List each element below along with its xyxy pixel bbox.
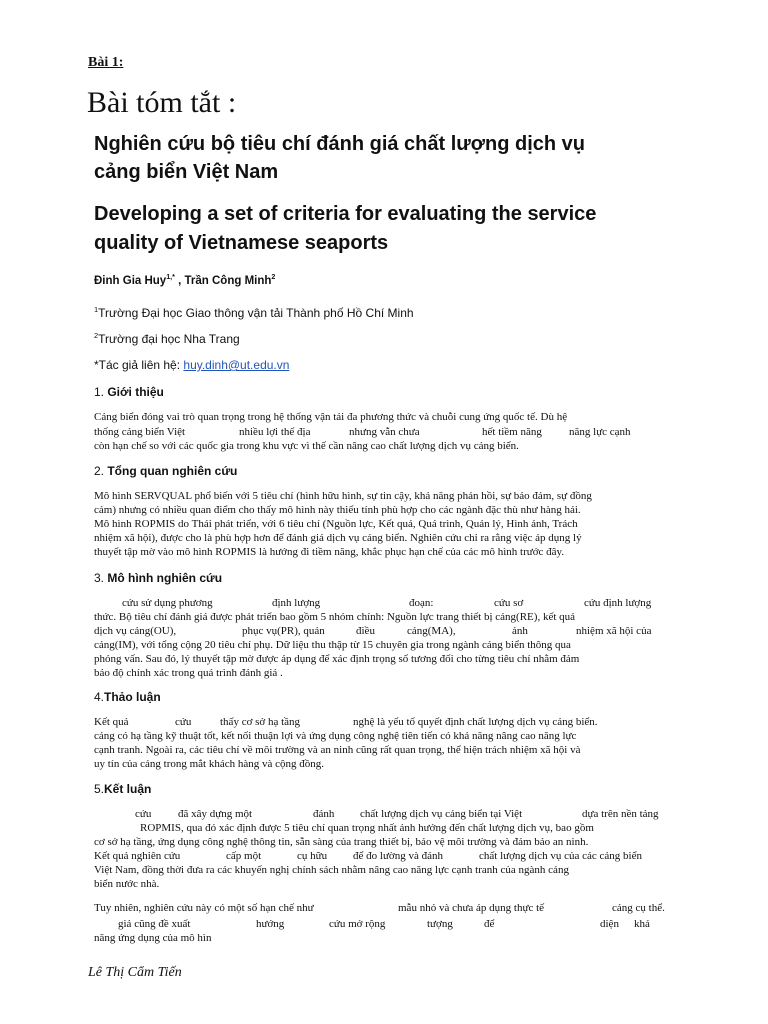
section-3-line-3-fragment-b: phục vụ(PR), quản: [242, 625, 325, 637]
affiliation-2: [94, 332, 240, 346]
section-5-line-1-fragment-e: dựa trên nền tảng: [582, 808, 659, 820]
section-2-line-3: Mô hình ROPMIS do Thái phát triển, với 6 tiêu chí (Nguồn lực, Kết quả, Quá trình, Quản lý, Hình ảnh, Trách: [94, 518, 578, 530]
section-4-number: 4.: [94, 690, 105, 704]
section-3-line-6: bảo độ chính xác trong quá trình đánh giá .: [94, 667, 283, 679]
section-3-line-3-fragment-c: điều: [356, 625, 375, 637]
author-signature: Lê Thị Cẩm Tiến: [88, 965, 182, 980]
section-5-line-3: cơ sở hạ tầng, ứng dụng công nghệ thông tin, sẵn sàng của trang thiết bị, bảo vệ môi trường và đảm bảo an ninh.: [94, 836, 589, 848]
author-2-affiliation-marker: 2: [271, 273, 276, 282]
title-en-line-2: quality of Vietnamese seaports: [94, 232, 389, 254]
section-4-line-4: uy tín của cảng trong mắt khách hàng và cộng đồng.: [94, 758, 325, 770]
section-5-p2-line-1-fragment-b: mẫu nhỏ và chưa áp dụng thực tế: [398, 902, 545, 914]
section-5-p2-line-2-fragment-b: hướng: [256, 918, 285, 930]
section-5-p2-line-2-fragment-f: diện: [600, 918, 619, 930]
section-5-line-4-fragment-b: cấp một: [226, 850, 262, 862]
author-list: [94, 275, 275, 287]
section-5-p2-line-2-fragment-c: cứu mở rộng: [329, 918, 386, 930]
section-3-line-1-fragment-c: đoạn:: [409, 597, 434, 609]
title-vi-line-1: Nghiên cứu bộ tiêu chí đánh giá chất lượng dịch vụ: [94, 133, 585, 155]
section-5-paragraph-2-line-3: năng ứng dụng của mô hìn: [94, 932, 212, 944]
section-4-line-1-fragment-b: cứu: [175, 716, 192, 728]
section-5-p2-line-2-fragment-e: để: [484, 918, 495, 930]
section-5-line-5: Việt Nam, đồng thời đưa ra các khuyến nghị chính sách nhằm nâng cao năng lực cạnh tranh của ngành cảng: [94, 864, 569, 876]
section-4-line-2: cảng có hạ tầng kỹ thuật tốt, kết nối thuận lợi và ứng dụng công nghệ tiên tiến có khả năng nâng cao năng lực: [94, 730, 577, 742]
affiliation-1-text: Trường Đại học Giao thông vận tải Thành phố Hồ Chí Minh: [98, 306, 414, 320]
section-5-line-4-fragment-e: chất lượng dịch vụ của các cảng biển: [479, 850, 642, 862]
section-5-p2-line-2-fragment-g: khả: [634, 918, 650, 930]
section-3-line-2: thức. Bộ tiêu chí đánh giá được phát triển bao gồm 5 nhóm chính: Nguồn lực trang thiết bị cảng(RE), kết quả: [94, 611, 576, 623]
affiliation-1-marker: 1: [94, 305, 99, 314]
section-2-title: Tổng quan nghiên cứu: [104, 464, 238, 478]
section-5-line-2: ROPMIS, qua đó xác định được 5 tiêu chí quan trọng nhất ảnh hưởng đến chất lượng dịch vụ, bao gồm: [140, 822, 594, 834]
section-3-line-3-fragment-f: nhiệm xã hội của: [576, 625, 652, 637]
section-2-line-4: nhiệm xã hội), được cho là phù hợp hơn để đánh giá dịch vụ cảng biển. Nghiên cứu chỉ ra rằng việc áp dụng lý: [94, 532, 582, 544]
section-4-line-1-fragment-d: nghệ là yếu tố quyết định chất lượng dịch vụ cảng biển.: [353, 716, 598, 728]
summary-title: Bài tóm tắt :: [87, 86, 237, 119]
contact-email-link[interactable]: huy.dinh@ut.edu.vn: [183, 358, 290, 372]
section-3-line-3-fragment-e: ảnh: [512, 625, 528, 637]
section-5-line-4: [94, 850, 694, 864]
section-5-p2-line-2-fragment-a: giả cũng đề xuất: [118, 918, 191, 930]
section-5-number: 5.: [94, 782, 105, 796]
section-3-line-1-fragment-a: cứu sử dụng phương: [122, 597, 213, 609]
section-1-line-3: còn hạn chế so với các quốc gia trong khu vực vì thế cần nâng cao chất lượng dịch vụ cảng biển.: [94, 440, 519, 452]
affiliation-1: [94, 306, 414, 320]
section-1-line-2-fragment-c: nhưng vẫn chưa: [349, 426, 420, 438]
section-5-line-1-fragment-c: đánh: [313, 808, 335, 820]
section-1-title: Giới thiệu: [104, 385, 164, 399]
section-2-line-2: cảm) nhưng có nhiều quan điểm cho thấy mô hình này thiếu tính phù hợp cho các ngành đặc thù như hàng hải.: [94, 504, 581, 516]
section-1-line-2-fragment-e: năng lực cạnh: [569, 426, 631, 438]
section-2-line-5: thuyết tập mờ vào mô hình ROPMIS là hướng đi tiềm năng, khắc phục hạn chế của các mô hình trước đây.: [94, 546, 565, 558]
affiliation-2-marker: 2: [94, 331, 99, 340]
author-2-name: Trần Công Minh: [184, 275, 272, 287]
section-3-number: 3.: [94, 571, 105, 585]
section-5-paragraph-2-line-2: [94, 918, 694, 932]
section-3-line-1-fragment-d: cứu sơ: [494, 597, 524, 609]
section-3-line-1-fragment-e: cứu định lượng: [584, 597, 652, 609]
section-1-line-2-fragment-a: thống cảng biển Việt: [94, 426, 186, 438]
section-3-line-1: [94, 597, 694, 611]
section-5-p2-line-2-fragment-d: tượng: [427, 918, 453, 930]
section-4-line-3: cạnh tranh. Ngoài ra, các tiêu chí về môi trường và an ninh cũng rất quan trọng, thể hiện trách nhiệm xã hội và: [94, 744, 581, 756]
section-3-line-5: phỏng vấn. Sau đó, lý thuyết tập mờ được áp dụng để xác định trọng số tương đối cho từng tiêu chí nhằm đảm: [94, 653, 580, 665]
section-5-p2-line-1-fragment-c: cảng cụ thể.: [612, 902, 665, 914]
section-5-paragraph-2-line-1: [94, 902, 694, 916]
section-4-line-1-fragment-c: thấy cơ sở hạ tầng: [220, 716, 301, 728]
section-5-title: Kết luận: [104, 782, 152, 796]
author-separator: ,: [174, 275, 185, 287]
section-5-line-4-fragment-d: để đo lường và đánh: [353, 850, 443, 862]
section-5-line-4-fragment-c: cụ hữu: [297, 850, 328, 862]
section-1-line-2-fragment-b: nhiều lợi thế địa: [239, 426, 311, 438]
section-1-line-2: [94, 426, 674, 440]
section-5-p2-line-1-fragment-a: Tuy nhiên, nghiên cứu này có một số hạn chế như: [94, 902, 314, 914]
section-4-line-1-fragment-a: Kết quả: [94, 716, 129, 728]
title-vi-line-2: cảng biển Việt Nam: [94, 161, 279, 183]
section-5-line-1-fragment-a: cứu: [135, 808, 152, 820]
section-2-number: 2.: [94, 464, 105, 478]
author-1-affiliation-marker: 1,*: [166, 273, 175, 282]
section-5-heading: [94, 782, 151, 796]
section-5-line-6: biển nước nhà.: [94, 878, 160, 890]
lesson-label: Bài 1:: [88, 55, 124, 70]
author-1-name: Đinh Gia Huy: [94, 275, 167, 287]
section-5-line-4-fragment-a: Kết quả nghiên cứu: [94, 850, 181, 862]
section-4-heading: [94, 690, 161, 704]
section-4-line-1: [94, 716, 694, 730]
section-3-line-4: cảng(IM), với tổng cộng 20 tiêu chí phụ. Dữ liệu thu thập từ 15 chuyên gia trong ngành cảng biển thông qua: [94, 639, 571, 651]
section-3-line-3-fragment-d: cảng(MA),: [407, 625, 456, 637]
section-5-line-1: [94, 808, 694, 822]
corresponding-author: [94, 358, 289, 372]
section-3-line-3: [94, 625, 694, 639]
section-3-line-1-fragment-b: định lượng: [272, 597, 321, 609]
section-3-heading: [94, 571, 222, 585]
section-2-line-1: Mô hình SERVQUAL phổ biến với 5 tiêu chí (hình hữu hình, sự tin cậy, khả năng phản hồi, sự bảo đảm, sự đồng: [94, 490, 592, 502]
section-1-line-1: Cảng biển đóng vai trò quan trọng trong hệ thống vận tải đa phương thức và chuỗi cung ứng quốc tế. Dù hệ: [94, 411, 568, 423]
contact-label: *Tác giả liên hệ:: [94, 358, 184, 372]
affiliation-2-text: Trường đại học Nha Trang: [98, 332, 240, 346]
section-1-heading: [94, 385, 164, 399]
section-5-line-1-fragment-d: chất lượng dịch vụ cảng biển tại Việt: [360, 808, 523, 820]
section-1-number: 1.: [94, 385, 105, 399]
title-en-line-1: Developing a set of criteria for evaluating the service: [94, 203, 597, 225]
section-3-line-3-fragment-a: dịch vụ cảng(OU),: [94, 625, 177, 637]
section-2-heading: [94, 464, 237, 478]
section-3-title: Mô hình nghiên cứu: [104, 571, 223, 585]
section-1-line-2-fragment-d: hết tiềm năng: [482, 426, 542, 438]
section-4-title: Thảo luận: [104, 690, 161, 704]
section-5-line-1-fragment-b: đã xây dựng một: [178, 808, 253, 820]
